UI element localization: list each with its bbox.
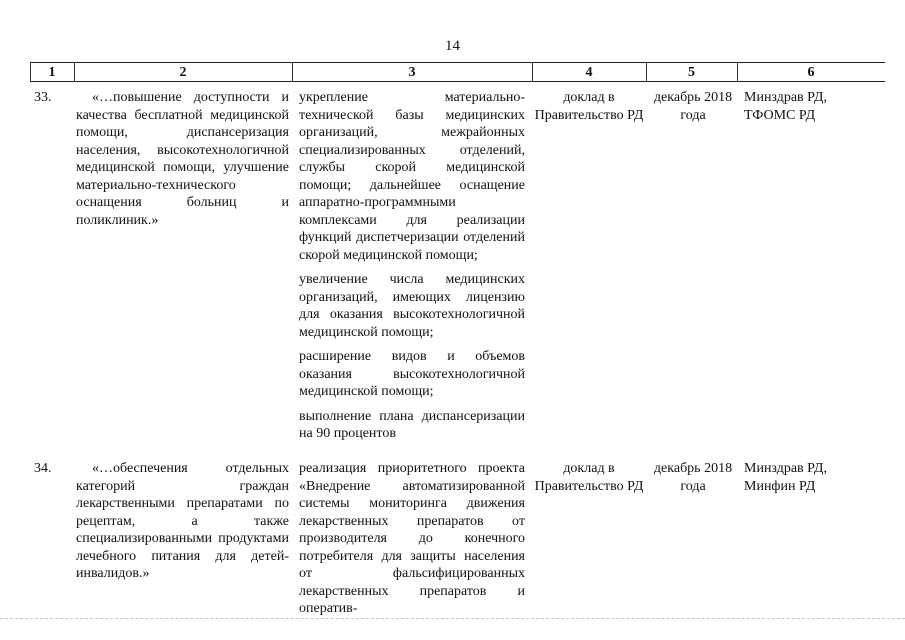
row-deadline: декабрь 2018 года: [653, 90, 733, 123]
row-description: «…повышение доступности и качества бесплатной медицинской помощи, диспансеризация населения, высокотехнологичной медицинской помощи, улучшение материально-технического оснащения больниц и поликлиник.»: [76, 90, 289, 228]
row-responsible: Минздрав РД, Минфин РД: [744, 461, 827, 494]
row-report-form: доклад в Правительство РД: [534, 90, 644, 123]
row-measures: [299, 89, 525, 450]
row-description: «…обеспечения отдельных категорий граждан лекарственными препаратами по рецептам, а также специализированными продуктами лечебного питания для детей-инвалидов.»: [76, 461, 289, 581]
column-header-6: 6: [807, 65, 815, 80]
column-header-2: 2: [179, 65, 187, 80]
measure-paragraph: реализация приоритетного проекта «Внедрение автоматизированной системы мониторинга движения лекарственных препаратов от производителя до конечного потребителя для защиты населения от фальсифицированных лекарственных препаратов и оператив-: [299, 461, 525, 616]
column-header-4: 4: [585, 65, 593, 80]
column-header-1: 1: [48, 65, 56, 80]
row-number: 34.: [34, 461, 52, 476]
measure-paragraph: увеличение числа медицинских организаций, имеющих лицензию для оказания высокотехнологичной медицинской помощи;: [299, 272, 525, 340]
row-measures: [299, 460, 525, 625]
row-responsible: Минздрав РД, ТФОМС РД: [744, 90, 827, 123]
row-deadline: декабрь 2018 года: [653, 461, 733, 494]
measure-paragraph: выполнение плана диспансеризации на 90 процентов: [299, 408, 525, 441]
page-number: 14: [445, 38, 460, 54]
measure-paragraph: укрепление материально-технической базы медицинских организаций, межрайонных специализированных отделений, службы скорой медицинской помощи; дальнейшее оснащение аппаратно-программными комплексами для реализации функций диспетчеризации отделений скорой медицинской помощи;: [299, 90, 525, 263]
row-number: 33.: [34, 90, 52, 105]
column-header-3: 3: [408, 65, 416, 80]
row-report-form: доклад в Правительство РД: [534, 461, 644, 494]
column-header-5: 5: [688, 65, 695, 80]
measure-paragraph: расширение видов и объемов оказания высокотехнологичной медицинской помощи;: [299, 349, 525, 399]
scan-edge-artifact: [0, 618, 905, 619]
